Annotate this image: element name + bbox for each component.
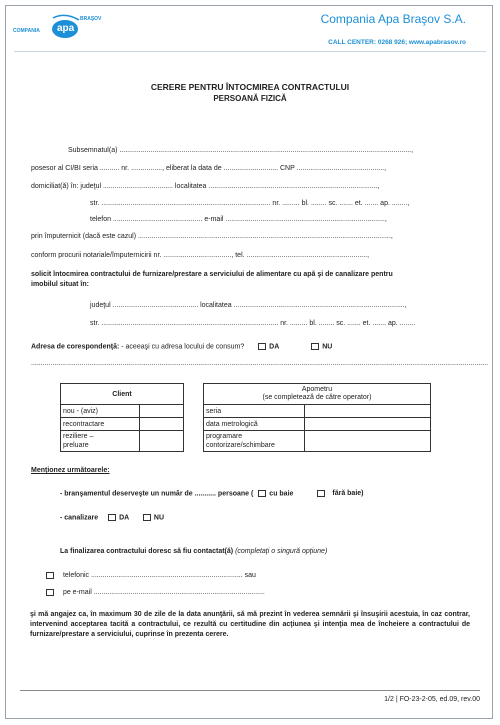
client-cell-recontractare[interactable] [140, 418, 184, 431]
mentions-title: Menţionez următoarele: [31, 467, 110, 474]
footer-code: 1/2 | FO-23-2-05, ed.09, rev.00 [384, 696, 480, 703]
line-domiciliu: domiciliat(ă) în: judeţul .................................... localitatea ......................................................................................., [31, 183, 380, 190]
line-ci: posesor al CI/BI seria .......... nr. ................, eliberat la data de ............................ CNP ............................................., [31, 165, 387, 172]
label-canal-da: DA [119, 514, 129, 522]
corespondenta-question: - aceeaşi cu adresa locului de consum? [119, 343, 245, 351]
apometru-header [204, 384, 431, 405]
client-row-recontractare: recontractare [61, 418, 140, 431]
apometru-row-data: data metrologică [204, 418, 305, 431]
apometru-programare-text: programare [206, 433, 243, 440]
company-name: Compania Apa Braşov S.A. [320, 12, 466, 26]
label-fara-baie: fără baie) [332, 490, 364, 498]
line-judet-imobil: judeţul ............................................ localitatea ........................................................................................, [90, 302, 407, 309]
label-corr-nu: NU [322, 343, 333, 351]
checkbox-fara-baie[interactable] [317, 490, 325, 497]
label-corr-da: DA [269, 343, 280, 351]
label-canal-nu: NU [153, 514, 165, 522]
checkbox-cu-baie[interactable] [258, 490, 266, 497]
client-table [60, 383, 184, 452]
checkbox-canal-nu[interactable] [143, 514, 151, 521]
apometru-row-programare [204, 431, 305, 452]
logo-center-text: apa [57, 23, 75, 34]
contact-note: (completaţi o singură opţiune) [235, 548, 328, 555]
checkbox-telefonic[interactable] [46, 572, 54, 579]
footer-divider [20, 690, 480, 691]
checkbox-corr-da[interactable] [258, 343, 266, 350]
client-row-reziliere [61, 431, 140, 452]
canalizare-text: - canalizare [60, 514, 99, 522]
contact-phone-row [43, 572, 256, 579]
client-table-header: Client [61, 384, 184, 405]
apometru-table [203, 383, 431, 452]
apometru-contorizare-text: contorizare/schimbare [206, 442, 275, 449]
client-cell-nou[interactable] [140, 405, 184, 418]
corespondenta-label: Adresa de corespondenţă: [31, 343, 120, 351]
checkbox-corr-nu[interactable] [311, 343, 319, 350]
mentions-canalizare [60, 514, 164, 521]
commitment-paragraph: şi mă angajez ca, în maximum 30 de zile de la data anunţării, să mă prezint în vederea semnării şi însuşirii acestuia, în caz contrar, intervenind acceptarea tacită a contractului, ce rezultă cu certitudine din acţiunea şi intenţia mea de încheiere a contractului de furnizare/prestare a serviciului, cuprinse în prezenta cerere. [30, 611, 470, 638]
contact-phone-text: telefonic .............................................................................. sau [62, 572, 256, 580]
contact-title: La finalizarea contractului doresc să fiu contactat(ă) [60, 548, 234, 555]
line-imobil: imobilul situat în: [31, 281, 89, 288]
call-center: CALL CENTER: 0268 926; www.apabrasov.ro [328, 39, 466, 46]
client-row-nou: nou - (aviz) [61, 405, 140, 418]
checkbox-canal-da[interactable] [108, 514, 116, 521]
company-logo [13, 12, 113, 44]
label-cu-baie: cu baie [269, 490, 294, 498]
document-subtitle: PERSOANĂ FIZICĂ [213, 94, 287, 103]
client-preluare-text: preluare [63, 442, 89, 449]
apometru-header-note: (se completează de către operator) [262, 394, 372, 401]
contact-email-text: pe e-mail ........................................................................................ [62, 589, 265, 597]
line-procura: conform procurii notariale/împuternicirii nr. ..................................., tel. .............................................................., [31, 252, 370, 259]
line-adresa-corespondenta: ........................................................................................................................................................................................................................................... [31, 360, 489, 367]
bransament-text: - branşamentul deserveşte un număr de ........... persoane ( [60, 490, 254, 498]
contact-email-row [43, 589, 265, 596]
line-strada: str. ....................................................................................... nr. ......... bl. ........ sc. ....... et. ....... ap. ........, [90, 200, 410, 207]
client-reziliere-text: reziliere – [63, 433, 94, 440]
line-imputernicit: prin împuternicit (dacă este cazul) .................................................................................................................................., [31, 233, 393, 240]
corespondenta-row [31, 343, 332, 350]
logo-right-text: BRAŞOV [80, 16, 102, 22]
header-divider [14, 51, 486, 52]
document-title: CERERE PENTRU ÎNTOCMIREA CONTRACTULUI [150, 82, 350, 92]
line-subsemnatul: Subsemnatul(a) ......................................................................................................................................................, [68, 147, 414, 154]
client-cell-reziliere[interactable] [140, 431, 184, 452]
line-telefon: telefon .............................................. e-mail .................................................................................., [90, 216, 387, 223]
apometru-cell-data[interactable] [305, 418, 431, 431]
line-solicit: solicit întocmirea contractului de furnizare/prestare a serviciului de alimentare cu apă şi de canalizare pentru [31, 271, 393, 278]
mentions-bransament [60, 490, 364, 497]
line-strada-imobil: str. ........................................................................................... nr. ......... bl. ........ sc. ....... et. ....... ap. ........ [90, 320, 416, 327]
contact-heading [60, 548, 327, 555]
apometru-cell-seria[interactable] [305, 405, 431, 418]
checkbox-email[interactable] [46, 589, 54, 596]
logo-left-text: COMPANIA [13, 28, 40, 34]
apometru-cell-programare[interactable] [305, 431, 431, 452]
apometru-header-title: Apometru [301, 386, 333, 393]
apometru-row-seria: seria [204, 405, 305, 418]
